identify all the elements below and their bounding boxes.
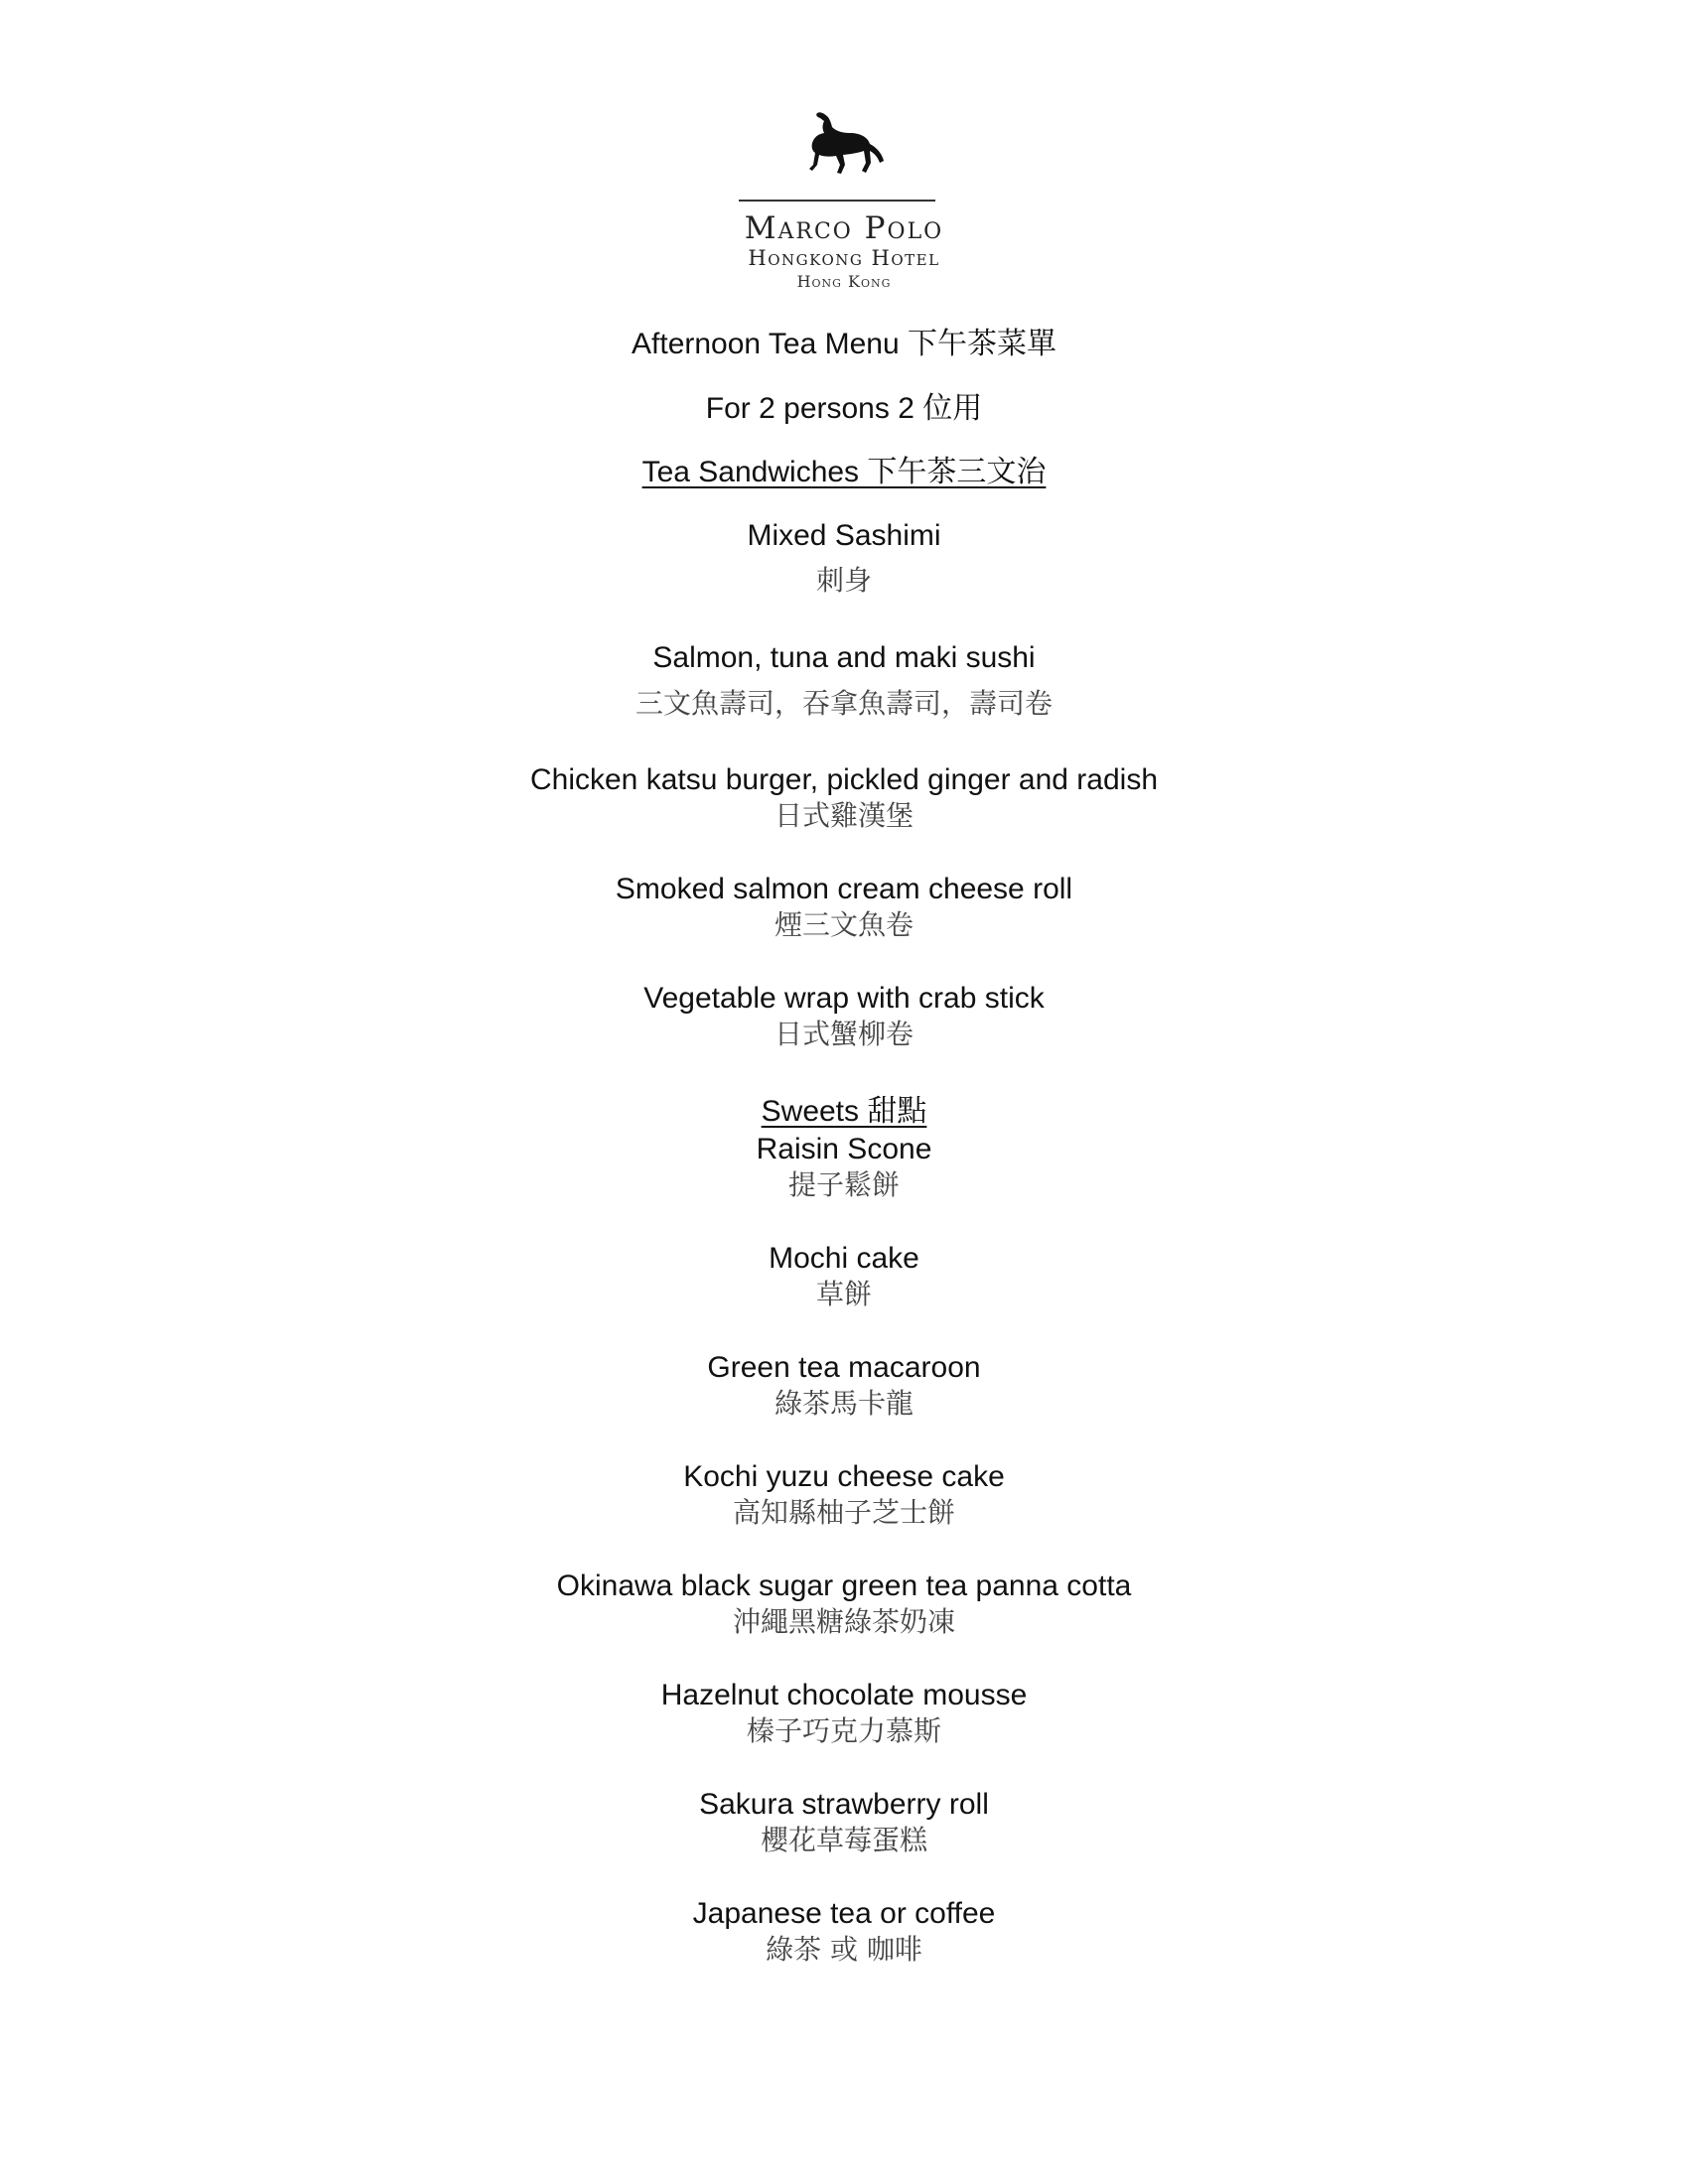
menu-item-name: Hazelnut chocolate mousse — [660, 1679, 1028, 1711]
menu-item-name: Mochi cake — [769, 1242, 919, 1275]
logo-divider — [739, 200, 935, 202]
menu-item-chinese: 草餅 — [815, 1278, 872, 1310]
brand-name: Marco Polo — [744, 210, 944, 246]
menu-item-name: Sakura strawberry roll — [699, 1788, 989, 1821]
menu-item-name: Raisin Scone — [756, 1133, 932, 1165]
brand-city: Hong Kong — [796, 272, 892, 291]
menu-item-chinese: 沖繩黑糖綠茶奶凍 — [732, 1605, 955, 1638]
menu-item-chinese: 煙三文魚卷 — [774, 908, 914, 941]
menu-item-chinese: 提子鬆餅 — [787, 1168, 900, 1201]
menu-item-chinese: 刺身 — [815, 564, 872, 597]
menu-item-chinese: 日式雞漢堡 — [774, 799, 914, 832]
section-heading-sandwiches: Tea Sandwiches 下午茶三文治 — [641, 456, 1047, 488]
horse-logo-icon — [800, 107, 890, 187]
brand-hotel: Hongkong Hotel — [748, 246, 940, 270]
menu-item-name: Chicken katsu burger, pickled ginger and radish — [529, 763, 1159, 796]
menu-item-chinese: 櫻花草莓蛋糕 — [760, 1824, 927, 1856]
menu-item-chinese: 高知縣柚子芝士餅 — [732, 1496, 955, 1529]
menu-item-name: Mixed Sashimi — [747, 519, 941, 552]
menu-title: Afternoon Tea Menu 下午茶菜單 — [632, 328, 1056, 360]
menu-item-chinese: 日式蟹柳卷 — [774, 1018, 914, 1050]
menu-item-name: Smoked salmon cream cheese roll — [615, 873, 1073, 905]
menu-item-name: Vegetable wrap with crab stick — [643, 982, 1045, 1015]
menu-item-name: Okinawa black sugar green tea panna cotta — [556, 1570, 1132, 1602]
menu-item-name: Kochi yuzu cheese cake — [683, 1460, 1005, 1493]
menu-serves: For 2 persons 2 位用 — [705, 392, 983, 425]
menu-item-chinese: 三文魚壽司，吞拿魚壽司，壽司卷 — [634, 687, 1053, 720]
menu-item-chinese: 榛子巧克力慕斯 — [746, 1714, 941, 1747]
menu-item-name: Salmon, tuna and maki sushi — [652, 641, 1036, 674]
menu-item-chinese: 綠茶 或 咖啡 — [766, 1933, 922, 1966]
menu-item-name: Japanese tea or coffee — [692, 1897, 996, 1930]
menu-item-chinese: 綠茶馬卡龍 — [774, 1387, 914, 1420]
menu-item-name: Green tea macaroon — [707, 1351, 981, 1384]
section-heading-sweets: Sweets 甜點 — [761, 1095, 927, 1128]
